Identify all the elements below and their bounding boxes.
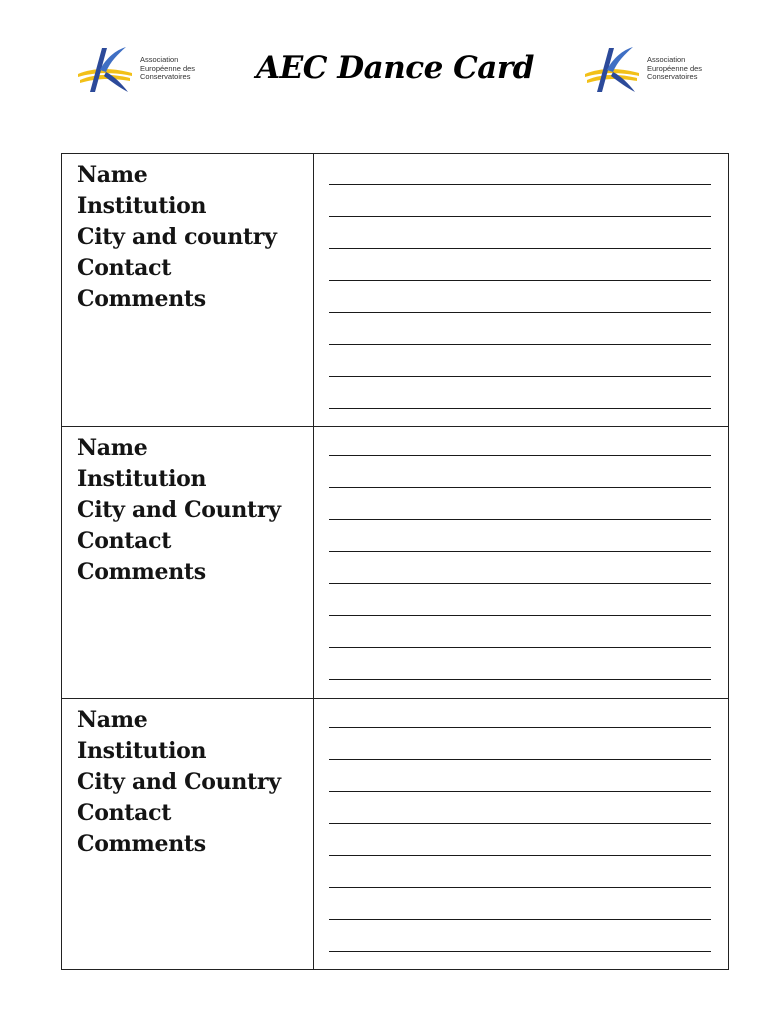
aec-logo-icon bbox=[68, 40, 138, 98]
label-city-country: City and Country bbox=[77, 769, 281, 795]
entry-labels bbox=[62, 154, 314, 426]
write-line[interactable] bbox=[329, 487, 711, 488]
write-line[interactable] bbox=[329, 791, 711, 792]
write-line[interactable] bbox=[329, 344, 711, 345]
entry-labels bbox=[62, 427, 314, 698]
label-contact: Contact bbox=[77, 255, 172, 281]
logo-text-line: Conservatoires bbox=[647, 72, 698, 81]
logo-text bbox=[140, 56, 195, 82]
write-line[interactable] bbox=[329, 887, 711, 888]
write-line[interactable] bbox=[329, 759, 711, 760]
logo-text-line: Association bbox=[647, 55, 686, 64]
write-line[interactable] bbox=[329, 615, 711, 616]
label-name: Name bbox=[77, 707, 148, 733]
entry-row bbox=[62, 426, 728, 698]
label-name: Name bbox=[77, 162, 148, 188]
label-name: Name bbox=[77, 435, 148, 461]
logo-text-line: Association bbox=[140, 55, 179, 64]
label-institution: Institution bbox=[77, 738, 207, 764]
label-institution: Institution bbox=[77, 466, 207, 492]
logo-text-line: Européenne des bbox=[140, 63, 196, 73]
write-line[interactable] bbox=[329, 248, 711, 249]
write-line[interactable] bbox=[329, 679, 711, 680]
write-line[interactable] bbox=[329, 583, 711, 584]
entry-row bbox=[62, 698, 728, 969]
write-line[interactable] bbox=[329, 408, 711, 409]
write-line[interactable] bbox=[329, 855, 711, 856]
logo-text bbox=[647, 56, 702, 82]
write-line[interactable] bbox=[329, 647, 711, 648]
write-line[interactable] bbox=[329, 951, 711, 952]
write-line[interactable] bbox=[329, 551, 711, 552]
label-city-country: City and Country bbox=[77, 497, 281, 523]
aec-logo-icon bbox=[575, 40, 645, 98]
label-city-country: City and country bbox=[77, 224, 277, 250]
label-comments: Comments bbox=[77, 559, 206, 585]
write-line[interactable] bbox=[329, 823, 711, 824]
label-contact: Contact bbox=[77, 528, 172, 554]
page-header bbox=[0, 0, 770, 120]
write-line[interactable] bbox=[329, 312, 711, 313]
entry-write-area[interactable] bbox=[314, 154, 728, 426]
entry-write-area[interactable] bbox=[314, 699, 728, 969]
entry-labels bbox=[62, 699, 314, 969]
write-line[interactable] bbox=[329, 280, 711, 281]
label-comments: Comments bbox=[77, 831, 206, 857]
write-line[interactable] bbox=[329, 919, 711, 920]
write-line[interactable] bbox=[329, 519, 711, 520]
dance-card-table bbox=[61, 153, 729, 970]
logo-text-line: Européenne des bbox=[647, 63, 703, 73]
label-contact: Contact bbox=[77, 800, 172, 826]
write-line[interactable] bbox=[329, 455, 711, 456]
page-title: AEC Dance Card bbox=[256, 50, 534, 86]
aec-logo-right bbox=[575, 40, 725, 98]
entry-row bbox=[62, 154, 728, 426]
write-line[interactable] bbox=[329, 184, 711, 185]
write-line[interactable] bbox=[329, 727, 711, 728]
write-line[interactable] bbox=[329, 216, 711, 217]
aec-logo-left bbox=[68, 40, 218, 98]
entry-write-area[interactable] bbox=[314, 427, 728, 698]
logo-text-line: Conservatoires bbox=[140, 72, 191, 81]
write-line[interactable] bbox=[329, 376, 711, 377]
label-comments: Comments bbox=[77, 286, 206, 312]
label-institution: Institution bbox=[77, 193, 207, 219]
